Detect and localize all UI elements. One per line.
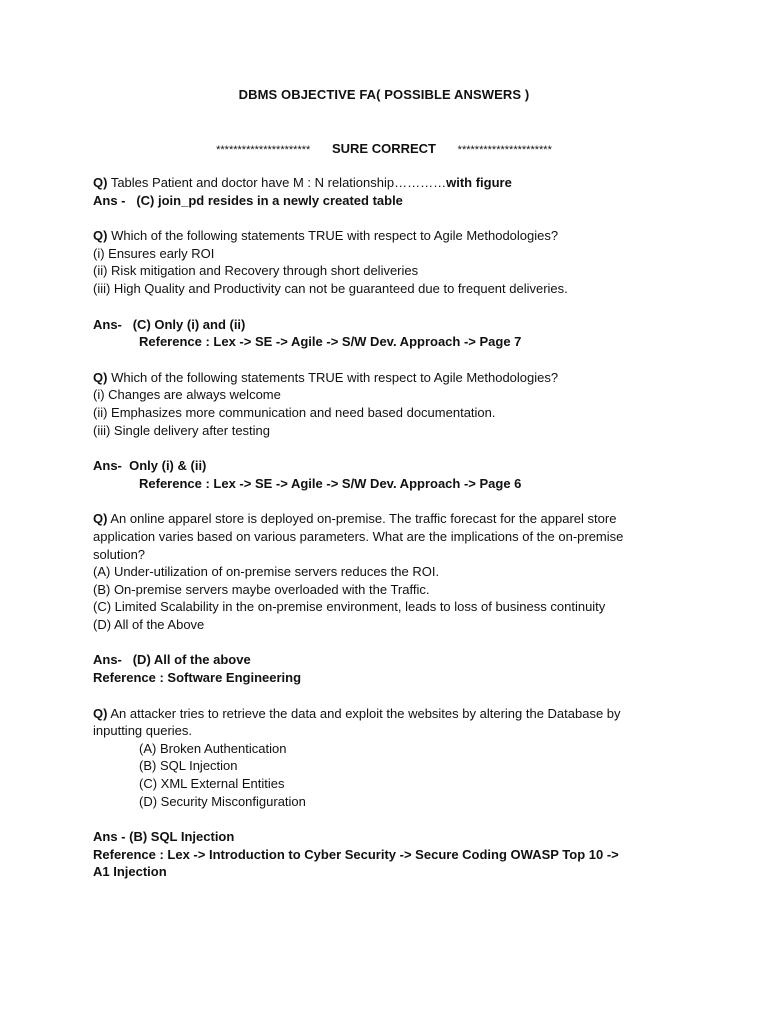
question-body: Which of the following statements TRUE with respect to Agile Methodologies? (107, 369, 559, 385)
option-item: (D) All of the Above (93, 616, 205, 632)
answer-group (93, 316, 683, 351)
question-marker: Q) (93, 175, 108, 190)
page-title: DBMS OBJECTIVE FA( POSSIBLE ANSWERS ) (238, 87, 530, 102)
question-body: Tables Patient and doctor have M : N relationship………… (107, 175, 447, 190)
answer-line: Ans - (C) join_pd resides in a newly created table (93, 192, 403, 208)
option-item: (B) On-premise servers maybe overloaded with the Traffic. (93, 581, 430, 597)
stars-right: ********************** (457, 144, 552, 156)
question-text-cont: inputting queries. (93, 723, 193, 739)
option-item: (C) XML External Entities (139, 776, 285, 792)
reference-line: Reference : Lex -> SE -> Agile -> S/W Dev. Approach -> Page 7 (139, 334, 522, 350)
question-body: An attacker tries to retrieve the data and exploit the websites by altering the Database by (107, 705, 621, 721)
option-item: (A) Broken Authentication (139, 740, 287, 756)
stars-left: ********************** (216, 144, 311, 156)
answer-group (93, 457, 683, 492)
reference-line: Reference : Lex -> SE -> Agile -> S/W Dev. Approach -> Page 6 (139, 475, 522, 491)
qa-list (93, 174, 683, 881)
option-item: (B) SQL Injection (139, 758, 238, 774)
question-bold-tail: with figure (446, 175, 512, 190)
reference-line: Reference : Software Engineering (93, 670, 302, 686)
question-3 (93, 369, 683, 493)
answer-line: Ans - (B) SQL Injection (93, 829, 235, 845)
option-item: (iii) Single delivery after testing (93, 422, 271, 438)
option-item: (i) Ensures early ROI (93, 245, 215, 261)
question-text (93, 227, 683, 245)
question-2 (93, 227, 683, 351)
answer-line: Ans- Only (i) & (ii) (93, 458, 207, 474)
option-item: (i) Changes are always welcome (93, 387, 281, 403)
reference-line-cont: A1 Injection (93, 864, 167, 880)
section-heading (0, 140, 768, 160)
question-1 (93, 174, 683, 209)
question-5 (93, 705, 683, 881)
question-marker: Q) (93, 705, 108, 721)
question-text-cont: solution? (93, 546, 146, 562)
question-body: An online apparel store is deployed on-premise. The traffic forecast for the apparel store (107, 511, 617, 527)
question-marker: Q) (93, 511, 108, 527)
question-marker: Q) (93, 369, 108, 385)
answer-group (93, 651, 683, 686)
option-item: (iii) High Quality and Productivity can not be guaranteed due to frequent deliveries. (93, 280, 568, 296)
question-marker: Q) (93, 228, 108, 244)
option-item: (ii) Risk mitigation and Recovery through short deliveries (93, 263, 419, 279)
reference-line: Reference : Lex -> Introduction to Cyber Security -> Secure Coding OWASP Top 10 -> (93, 846, 619, 862)
answer-line: Ans- (C) Only (i) and (ii) (93, 316, 246, 332)
question-text (93, 369, 683, 387)
option-item: (D) Security Misconfiguration (139, 793, 306, 809)
sure-correct-label: SURE CORRECT (331, 141, 436, 156)
question-4 (93, 510, 683, 686)
question-body: Which of the following statements TRUE with respect to Agile Methodologies? (107, 228, 559, 244)
question-text (93, 174, 683, 192)
question-text (93, 510, 683, 528)
answer-line: Ans- (D) All of the above (93, 652, 251, 668)
option-item: (A) Under-utilization of on-premise servers reduces the ROI. (93, 564, 440, 580)
answer-group (93, 828, 683, 881)
option-item: (C) Limited Scalability in the on-premise environment, leads to loss of business continuity (93, 599, 606, 615)
question-text-cont: application varies based on various parameters. What are the implications of the on-premise (93, 528, 624, 544)
question-text (93, 705, 683, 723)
option-item: (ii) Emphasizes more communication and need based documentation. (93, 404, 496, 420)
